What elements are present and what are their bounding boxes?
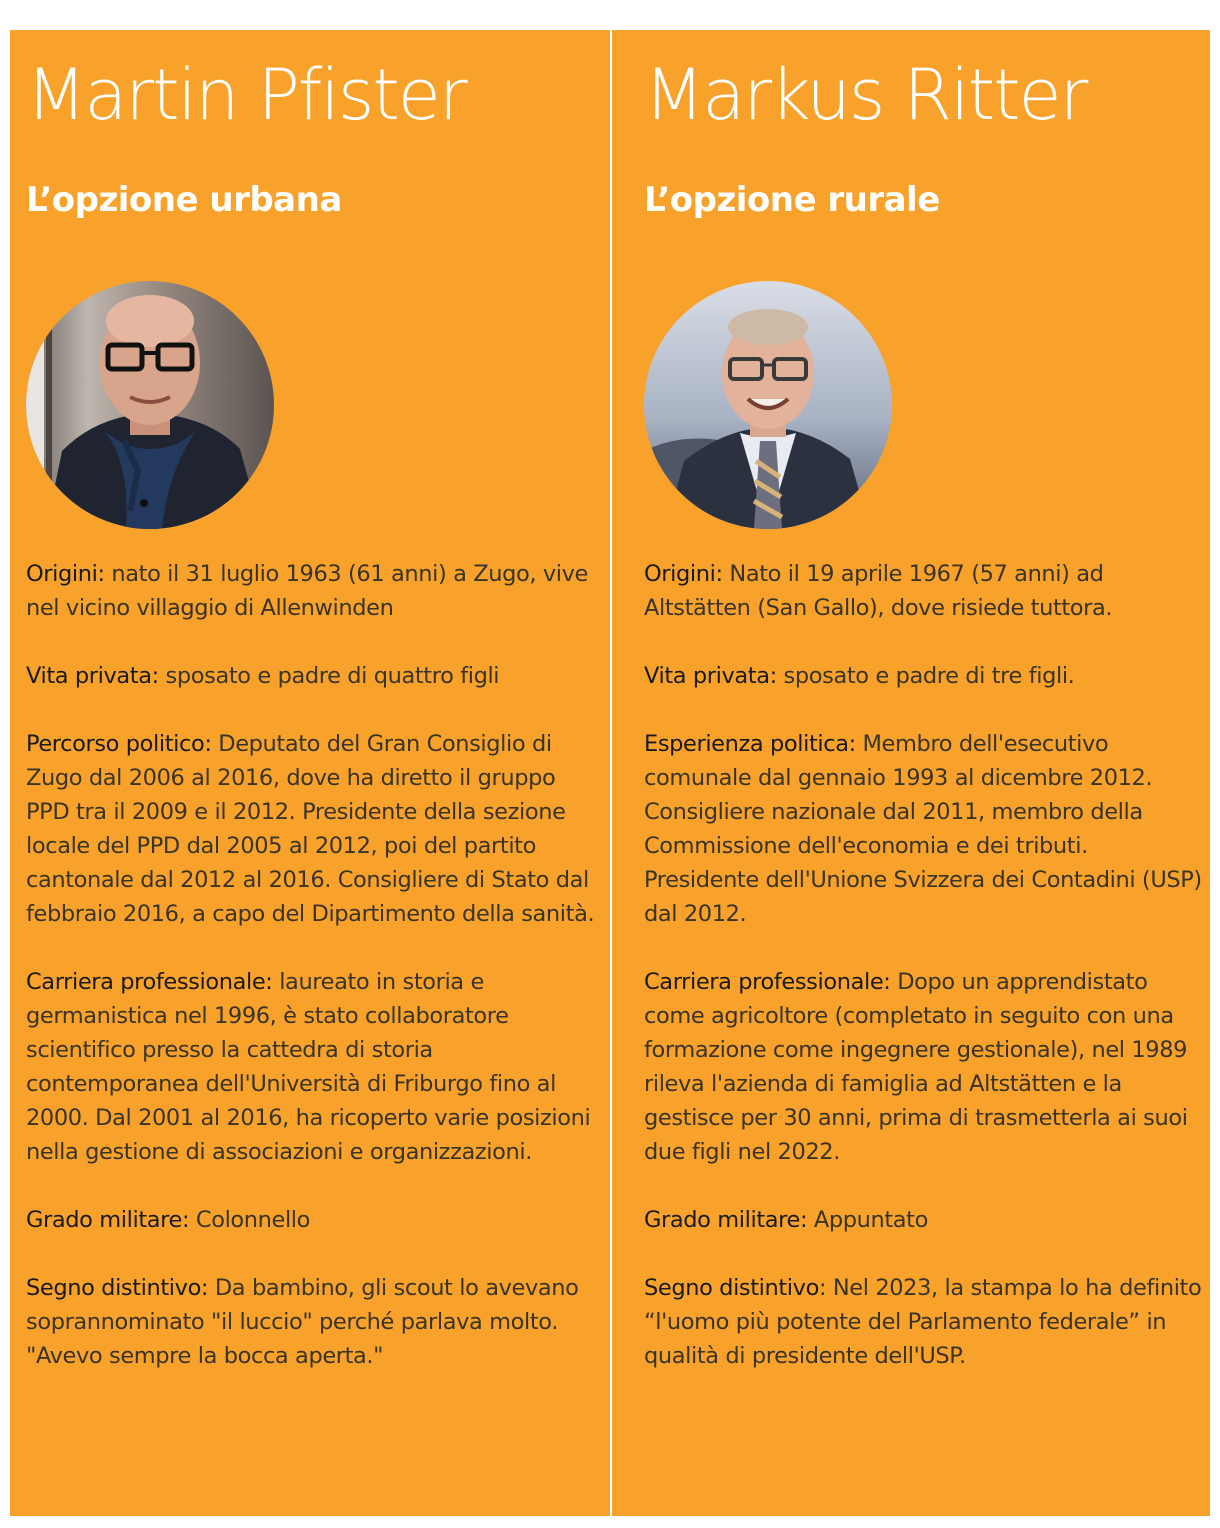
candidate-name: Markus Ritter [644,54,1087,136]
bio-text: nato il 31 luglio 1963 (61 anni) a Zugo, vive nel vicino villaggio di Allenwinden [26,561,588,621]
bio-label: Segno distintivo [644,1275,819,1301]
bio-text: laureato in storia e germanistica nel 1996, è stato collaboratore scientifico presso la cattedra di storia contemporanea dell'Università di Friburgo fino al 2000. Dal 2001 al 2016, ha ricoperto varie posizioni nella gestione di associazioni e organizzazioni. [26,969,591,1165]
bio-text: Appuntato [807,1207,928,1233]
candidate-subtitle: L’opzione rurale [644,180,940,220]
portrait-image [644,281,892,529]
bio-text: Colonnello [189,1207,311,1233]
bio-section-military [644,1203,1204,1237]
bio-text: Dopo un apprendistato come agricoltore (completato in seguito con una formazione come ingegnere gestionale), nel 1989 rileva l'azienda di famiglia ad Altstätten e la gestisce per 30 anni, prima di trasmetterla ai suoi due figli nel 2022. [644,969,1188,1165]
bio-text: Membro dell'esecutivo comunale dal gennaio 1993 al dicembre 2012. Consigliere nazionale dal 2011, membro della Commissione dell'economia e dei tributi. Presidente dell'Unione Svizzera dei Contadini (USP) dal 2012. [644,731,1202,927]
candidate-name: Martin Pfister [26,54,466,136]
candidate-photo [26,281,274,529]
bio-section-origins [26,557,601,625]
bio-text: sposato e padre di tre figli. [776,663,1075,689]
candidate-photo [644,281,892,529]
bio-section-career [26,965,601,1169]
bio-label: Grado militare: [644,1207,808,1233]
bio-section-distinctive [26,1271,601,1373]
bio-text: sposato e padre di quattro figli [158,663,500,689]
bio-label: Carriera professionale: [26,969,273,995]
bio-label: Percorso politico: [26,731,212,757]
bio-label: Origini: [26,561,105,587]
bio-label: Origini: [644,561,723,587]
bio-text: : Nel 2023, la stampa lo ha definito “l'uomo più potente del Parlamento federale” in qualità di presidente dell'USP. [644,1275,1202,1369]
candidate-bio [644,557,1204,1407]
candidate-card-left [10,30,610,1516]
bio-text: Da bambino, gli scout lo avevano soprannominato "il luccio" perché parlava molto. "Avevo sempre la bocca aperta." [26,1275,579,1369]
bio-section-private-life [644,659,1204,693]
bio-section-private-life [26,659,601,693]
candidate-subtitle: L’opzione urbana [26,180,342,220]
bio-label: Segno distintivo: [26,1275,209,1301]
bio-label: Carriera professionale: [644,969,891,995]
bio-label: Esperienza politica: [644,731,856,757]
bio-section-politics [644,727,1204,931]
bio-section-origins [644,557,1204,625]
bio-section-politics [26,727,601,931]
bio-section-military [26,1203,601,1237]
bio-label: Vita privata: [26,663,159,689]
portrait-image [26,281,274,529]
bio-text: Nato il 19 aprile 1967 (57 anni) ad Altstätten (San Gallo), dove risiede tuttora. [644,561,1113,621]
candidate-bio [26,557,601,1407]
bio-label: Grado militare: [26,1207,190,1233]
bio-section-career [644,965,1204,1169]
bio-label: Vita privata: [644,663,777,689]
bio-section-distinctive [644,1271,1204,1373]
candidate-card-right [612,30,1210,1516]
bio-text: Deputato del Gran Consiglio di Zugo dal 2006 al 2016, dove ha diretto il gruppo PPD tra il 2009 e il 2012. Presidente della sezione locale del PPD dal 2005 al 2012, poi del partito cantonale dal 2012 al 2016. Consigliere di Stato dal febbraio 2016, a capo del Dipartimento della sanità. [26,731,595,927]
